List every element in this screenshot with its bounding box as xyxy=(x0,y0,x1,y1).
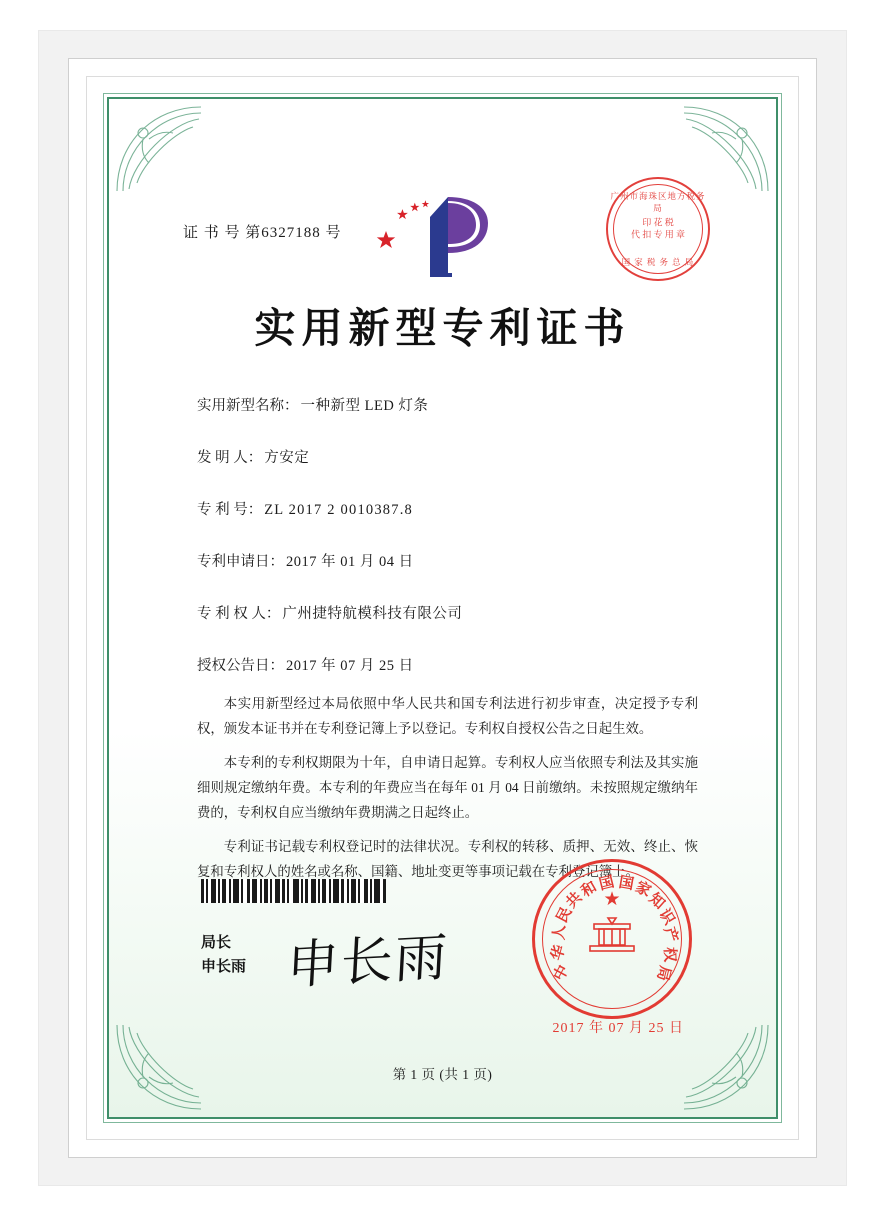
field-patent-number xyxy=(197,498,706,519)
field-value: 2017 年 07 月 25 日 xyxy=(286,658,414,674)
field-label: 专 利 权 人： xyxy=(197,606,281,622)
seal-char: 人 xyxy=(551,924,569,941)
patent-barcode xyxy=(201,879,401,903)
certificate-number: 证 书 号 第6327188 号 xyxy=(183,225,342,241)
seal-char: 民 xyxy=(554,904,576,926)
field-label: 发 明 人： xyxy=(197,450,263,466)
field-utility-model-name xyxy=(197,394,706,415)
seal-char: 权 xyxy=(660,946,678,963)
tax-seal-arc-bottom: 国 家 税 务 总 局 xyxy=(621,257,695,267)
tax-seal-center xyxy=(608,217,708,241)
seal-char: 家 xyxy=(632,879,654,901)
seal-char: 和 xyxy=(578,879,600,901)
director-name: 申长雨 xyxy=(201,959,247,975)
field-application-date xyxy=(197,550,706,571)
middle-mat xyxy=(68,58,817,1158)
field-value: ZL 2017 2 0010387.8 xyxy=(264,502,413,518)
signature-block xyxy=(201,931,246,979)
seal-char: 华 xyxy=(549,943,569,963)
seal-char: 局 xyxy=(653,963,673,983)
field-list xyxy=(197,394,706,706)
tax-seal-arc-top: 广州市海珠区地方税务局 xyxy=(610,191,706,213)
paragraph-1: 本实用新型经过本局依照中华人民共和国专利法进行初步审查，决定授予专利权，颁发本证书并在专利登记簿上予以登记。专利权自授权公告之日起生效。 xyxy=(197,696,698,736)
field-patentee xyxy=(197,602,706,623)
seal-char: 中 xyxy=(551,962,573,984)
seal-date: 2017 年 07 月 25 日 xyxy=(552,1021,684,1036)
seal-char: 国 xyxy=(617,874,636,894)
page-footer: 第 1 页 (共 1 页) xyxy=(392,1067,493,1082)
tax-seal-line1: 印 花 税 xyxy=(642,217,674,228)
certificate-body xyxy=(107,97,778,1119)
national-emblem-icon xyxy=(586,916,638,956)
field-inventor xyxy=(197,446,706,467)
national-seal xyxy=(532,859,692,1019)
field-label: 专 利 号： xyxy=(197,502,263,518)
corner-ornament-icon xyxy=(113,103,205,195)
page-title: 实用新型专利证书 xyxy=(254,305,631,351)
tax-seal-line2: 代 扣 专 用 章 xyxy=(630,229,685,240)
seal-char: 知 xyxy=(645,890,668,913)
field-value: 广州捷特航模科技有限公司 xyxy=(282,606,463,622)
outer-mat xyxy=(38,30,847,1186)
field-label: 专利申请日： xyxy=(197,554,284,570)
paragraph-2: 本专利的专利权期限为十年，自申请日起算。专利权人应当依照专利法及其实施细则规定缴纳年费。本专利的年费应当在每年 01 月 04 日前缴纳。未按照规定缴纳年费的，专利权自应当缴纳年费期满之日起终止。 xyxy=(197,755,698,820)
director-title: 局长 xyxy=(201,935,232,951)
seal-char: 产 xyxy=(660,925,680,945)
paragraph-3: 专利证书记载专利权登记时的法律状况。专利权的转移、质押、无效、终止、恢复和专利权人的姓名或名称、国籍、地址变更等事项记载在专利登记簿上。 xyxy=(197,839,698,879)
inner-mat xyxy=(86,76,799,1140)
handwritten-signature: 申长雨 xyxy=(285,927,451,997)
corner-ornament-icon xyxy=(680,103,772,195)
seal-char: 共 xyxy=(563,889,586,912)
field-label: 授权公告日： xyxy=(197,658,284,674)
field-value: 2017 年 01 月 04 日 xyxy=(286,554,414,570)
seal-char: 识 xyxy=(655,906,677,928)
cnipa-logo-icon xyxy=(368,187,518,283)
field-value: 方安定 xyxy=(264,450,310,466)
star-icon: ★ xyxy=(603,889,621,910)
field-label: 实用新型名称： xyxy=(197,398,299,414)
field-grant-announcement-date xyxy=(197,654,706,675)
seal-char: 国 xyxy=(597,874,617,894)
field-value: 一种新型 LED 灯条 xyxy=(300,398,429,414)
tax-seal xyxy=(606,177,710,281)
